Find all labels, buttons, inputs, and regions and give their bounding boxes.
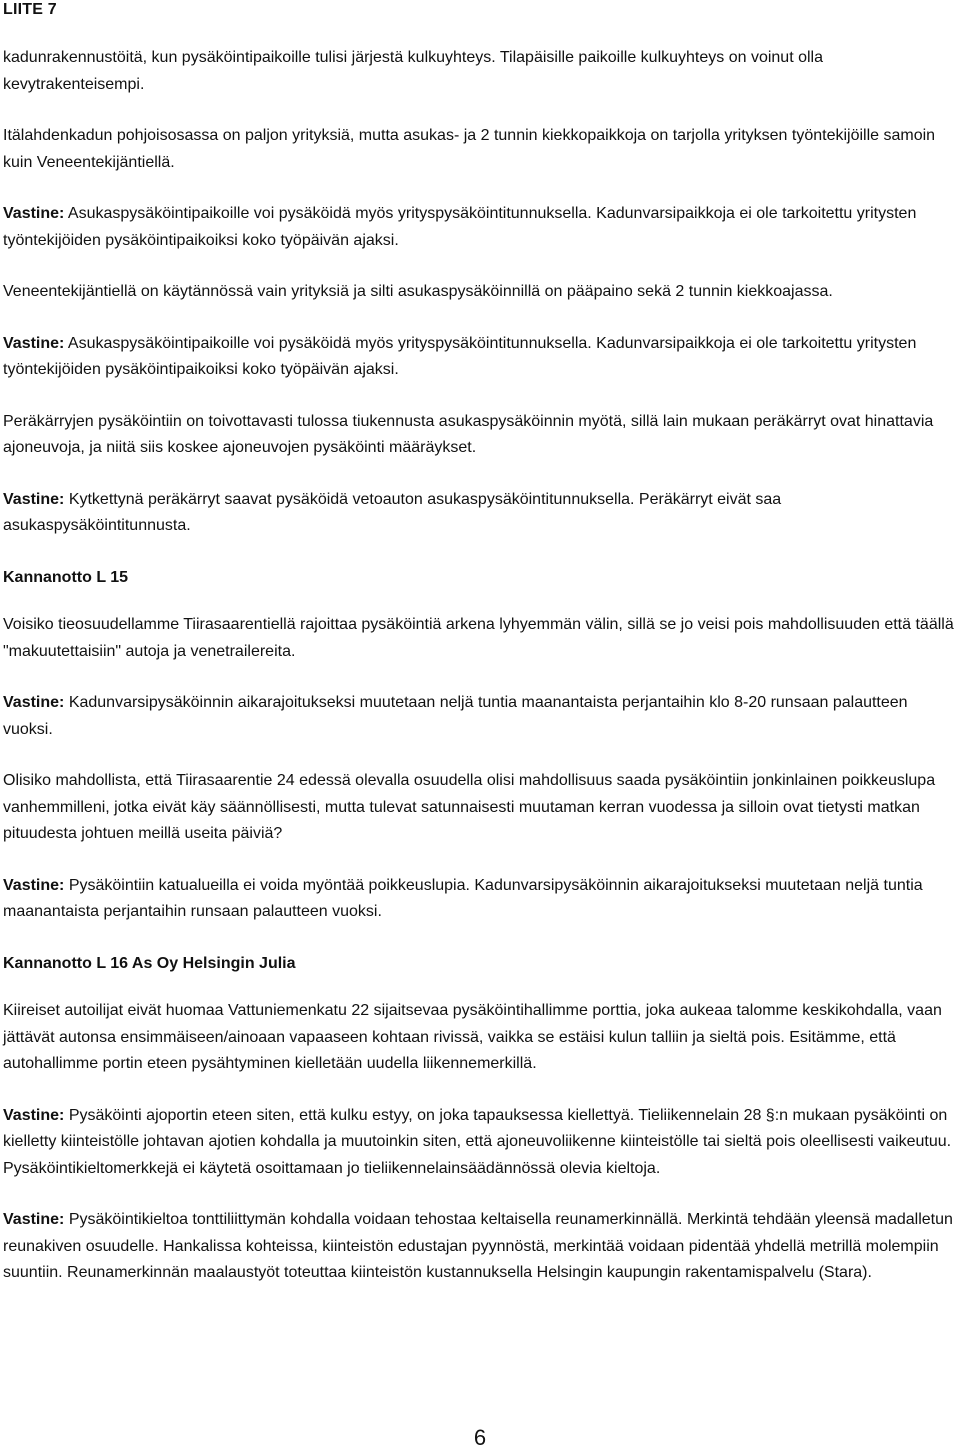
paragraph-text: Voisiko tieosuudellamme Tiirasaarentiellä rajoittaa pysäköintiä arkena lyhyemmän välin, sillä se jo veisi pois mahdollisuuden että täällä "makuutettaisiin" autoja ja venetrailereita. (3, 616, 954, 660)
response-text: Asukaspysäköintipaikoille voi pysäköidä myös yrityspysäköintitunnuksella. Kadunvarsipaikkoja ei ole tarkoitettu yritysten työntekijöiden pysäköintipaikoiksi koko työpäivän ajaksi. (3, 334, 917, 378)
paragraph-text: kadunrakennustöitä, kun pysäköintipaikoille tulisi järjestä kulkuyhteys. Tilapäisille paikoille kulkuyhteys on voinut olla kevytrakenteisempi. (3, 49, 823, 93)
response-label: Vastine: (3, 1211, 65, 1228)
paragraph (3, 998, 957, 1078)
paragraph-text: Itälahdenkadun pohjoisosassa on paljon yrityksiä, mutta asukas- ja 2 tunnin kiekkopaikkoja on tarjolla yrityksen työntekijöille samoin kuin Veneentekijäntiellä. (3, 127, 936, 171)
response-text: Asukaspysäköintipaikoille voi pysäköidä myös yrityspysäköintitunnuksella. Kadunvarsipaikkoja ei ole tarkoitettu yritysten työntekijöiden pysäköintipaikoiksi koko työpäivän ajaksi. (3, 205, 917, 249)
paragraph-text: Kiireiset autoilijat eivät huomaa Vattuniemenkatu 22 sijaitsevaa pysäköintihallimme porttia, joka aukeaa talomme keskikohdalla, vaan jättävät autonsa ensimmäiseen/ainoaan vapaaseen kohtaan rivissä, vaikka se estäisi kulun talliin ja sieltä pois. Esitämme, että autohallimme portin eteen pysähtyminen kielletään uudella liikennemerkillä. (3, 1002, 942, 1072)
paragraph (3, 768, 957, 848)
document-body (3, 45, 957, 1312)
paragraph (3, 279, 957, 306)
section-heading: Kannanotto L 16 As Oy Helsingin Julia (3, 954, 296, 972)
response-text: Kadunvarsipysäköinnin aikarajoitukseksi muutetaan neljä tuntia maanantaista perjantaihin klo 8-20 runsaan palautteen vuoksi. (3, 694, 908, 738)
response-paragraph (3, 331, 957, 384)
paragraph (3, 45, 957, 98)
response-paragraph (3, 873, 957, 926)
paragraph-text: Veneentekijäntiellä on käytännössä vain yrityksiä ja silti asukaspysäköinnillä on pääpaino sekä 2 tunnin kiekkoajassa. (3, 283, 833, 300)
response-label: Vastine: (3, 1106, 65, 1124)
response-paragraph (3, 487, 957, 540)
response-label: Vastine: (3, 205, 65, 222)
response-paragraph (3, 201, 957, 254)
response-paragraph (3, 690, 957, 743)
response-text: Pysäköintikieltoa tonttiliittymän kohdalla voidaan tehostaa keltaisella reunamerkinnällä. Merkintä tehdään yleensä madalletun reunakiven osuudelle. Hankalissa kohteissa, kiinteistön edustajan pyynnöstä, merkintää voidaan pidentää yhdellä metrillä molempiin suuntiin. Reunamerkinnän maalaustyöt toteuttaa kiinteistön kustannuksella Helsingin kaupungin rakentamispalvelu (Stara). (3, 1211, 953, 1281)
response-label: Vastine: (3, 694, 65, 711)
appendix-label: LIITE 7 (3, 1, 57, 18)
response-text: Kytkettynä peräkärryt saavat pysäköidä vetoauton asukaspysäköintitunnuksella. Peräkärryt eivät saa asukaspysäköintitunnusta. (3, 490, 782, 534)
page-number: 6 (473, 1425, 487, 1450)
response-text: Pysäköinti ajoportin eteen siten, että kulku estyy, on joka tapauksessa kiellettyä. Tieliikennelain 28 §:n mukaan pysäköinti on kielletty kiinteistölle johtavan ajotien kohdalla ja muutoinkin siten, että ajoneuvoliikenne kiinteistölle tai sieltä pois oleellisesti vaikeutuu. Pysäköintikieltomerkkejä ei käytetä osoittamaan jo tieliikennelainsäädännössä olevia kieltoja. (3, 1106, 952, 1177)
response-paragraph (3, 1103, 957, 1183)
paragraph-text: Peräkärryjen pysäköintiin on toivottavasti tulossa tiukennusta asukaspysäköinnin myötä, sillä lain mukaan peräkärryt ovat hinattavia ajoneuvoja, ja niitä siis koskee ajoneuvojen pysäköinti määräykset. (3, 412, 934, 456)
response-label: Vastine: (3, 876, 65, 894)
section-heading: Kannanotto L 15 (3, 568, 129, 586)
response-paragraph (3, 1207, 957, 1287)
response-label: Vastine: (3, 334, 65, 352)
paragraph (3, 409, 957, 462)
paragraph (3, 612, 957, 665)
paragraph-text: Olisiko mahdollista, että Tiirasaarentie 24 edessä olevalla osuudella olisi mahdollisuus saada pysäköintiin jonkinlainen poikkeuslupa vanhemmilleni, jotka eivät käy säännöllisesti, mutta tulevat satunnaisesti muutaman kerran vuodessa ja silloin ovat tietysti matkan pituudesta johtuen meillä useita päiviä? (3, 772, 936, 842)
paragraph (3, 123, 957, 176)
response-text: Pysäköintiin katualueilla ei voida myöntää poikkeuslupia. Kadunvarsipysäköinnin aikarajoitukseksi muutetaan neljä tuntia maanantaista perjantaihin runsaan palautteen vuoksi. (3, 876, 923, 920)
response-label: Vastine: (3, 490, 65, 508)
